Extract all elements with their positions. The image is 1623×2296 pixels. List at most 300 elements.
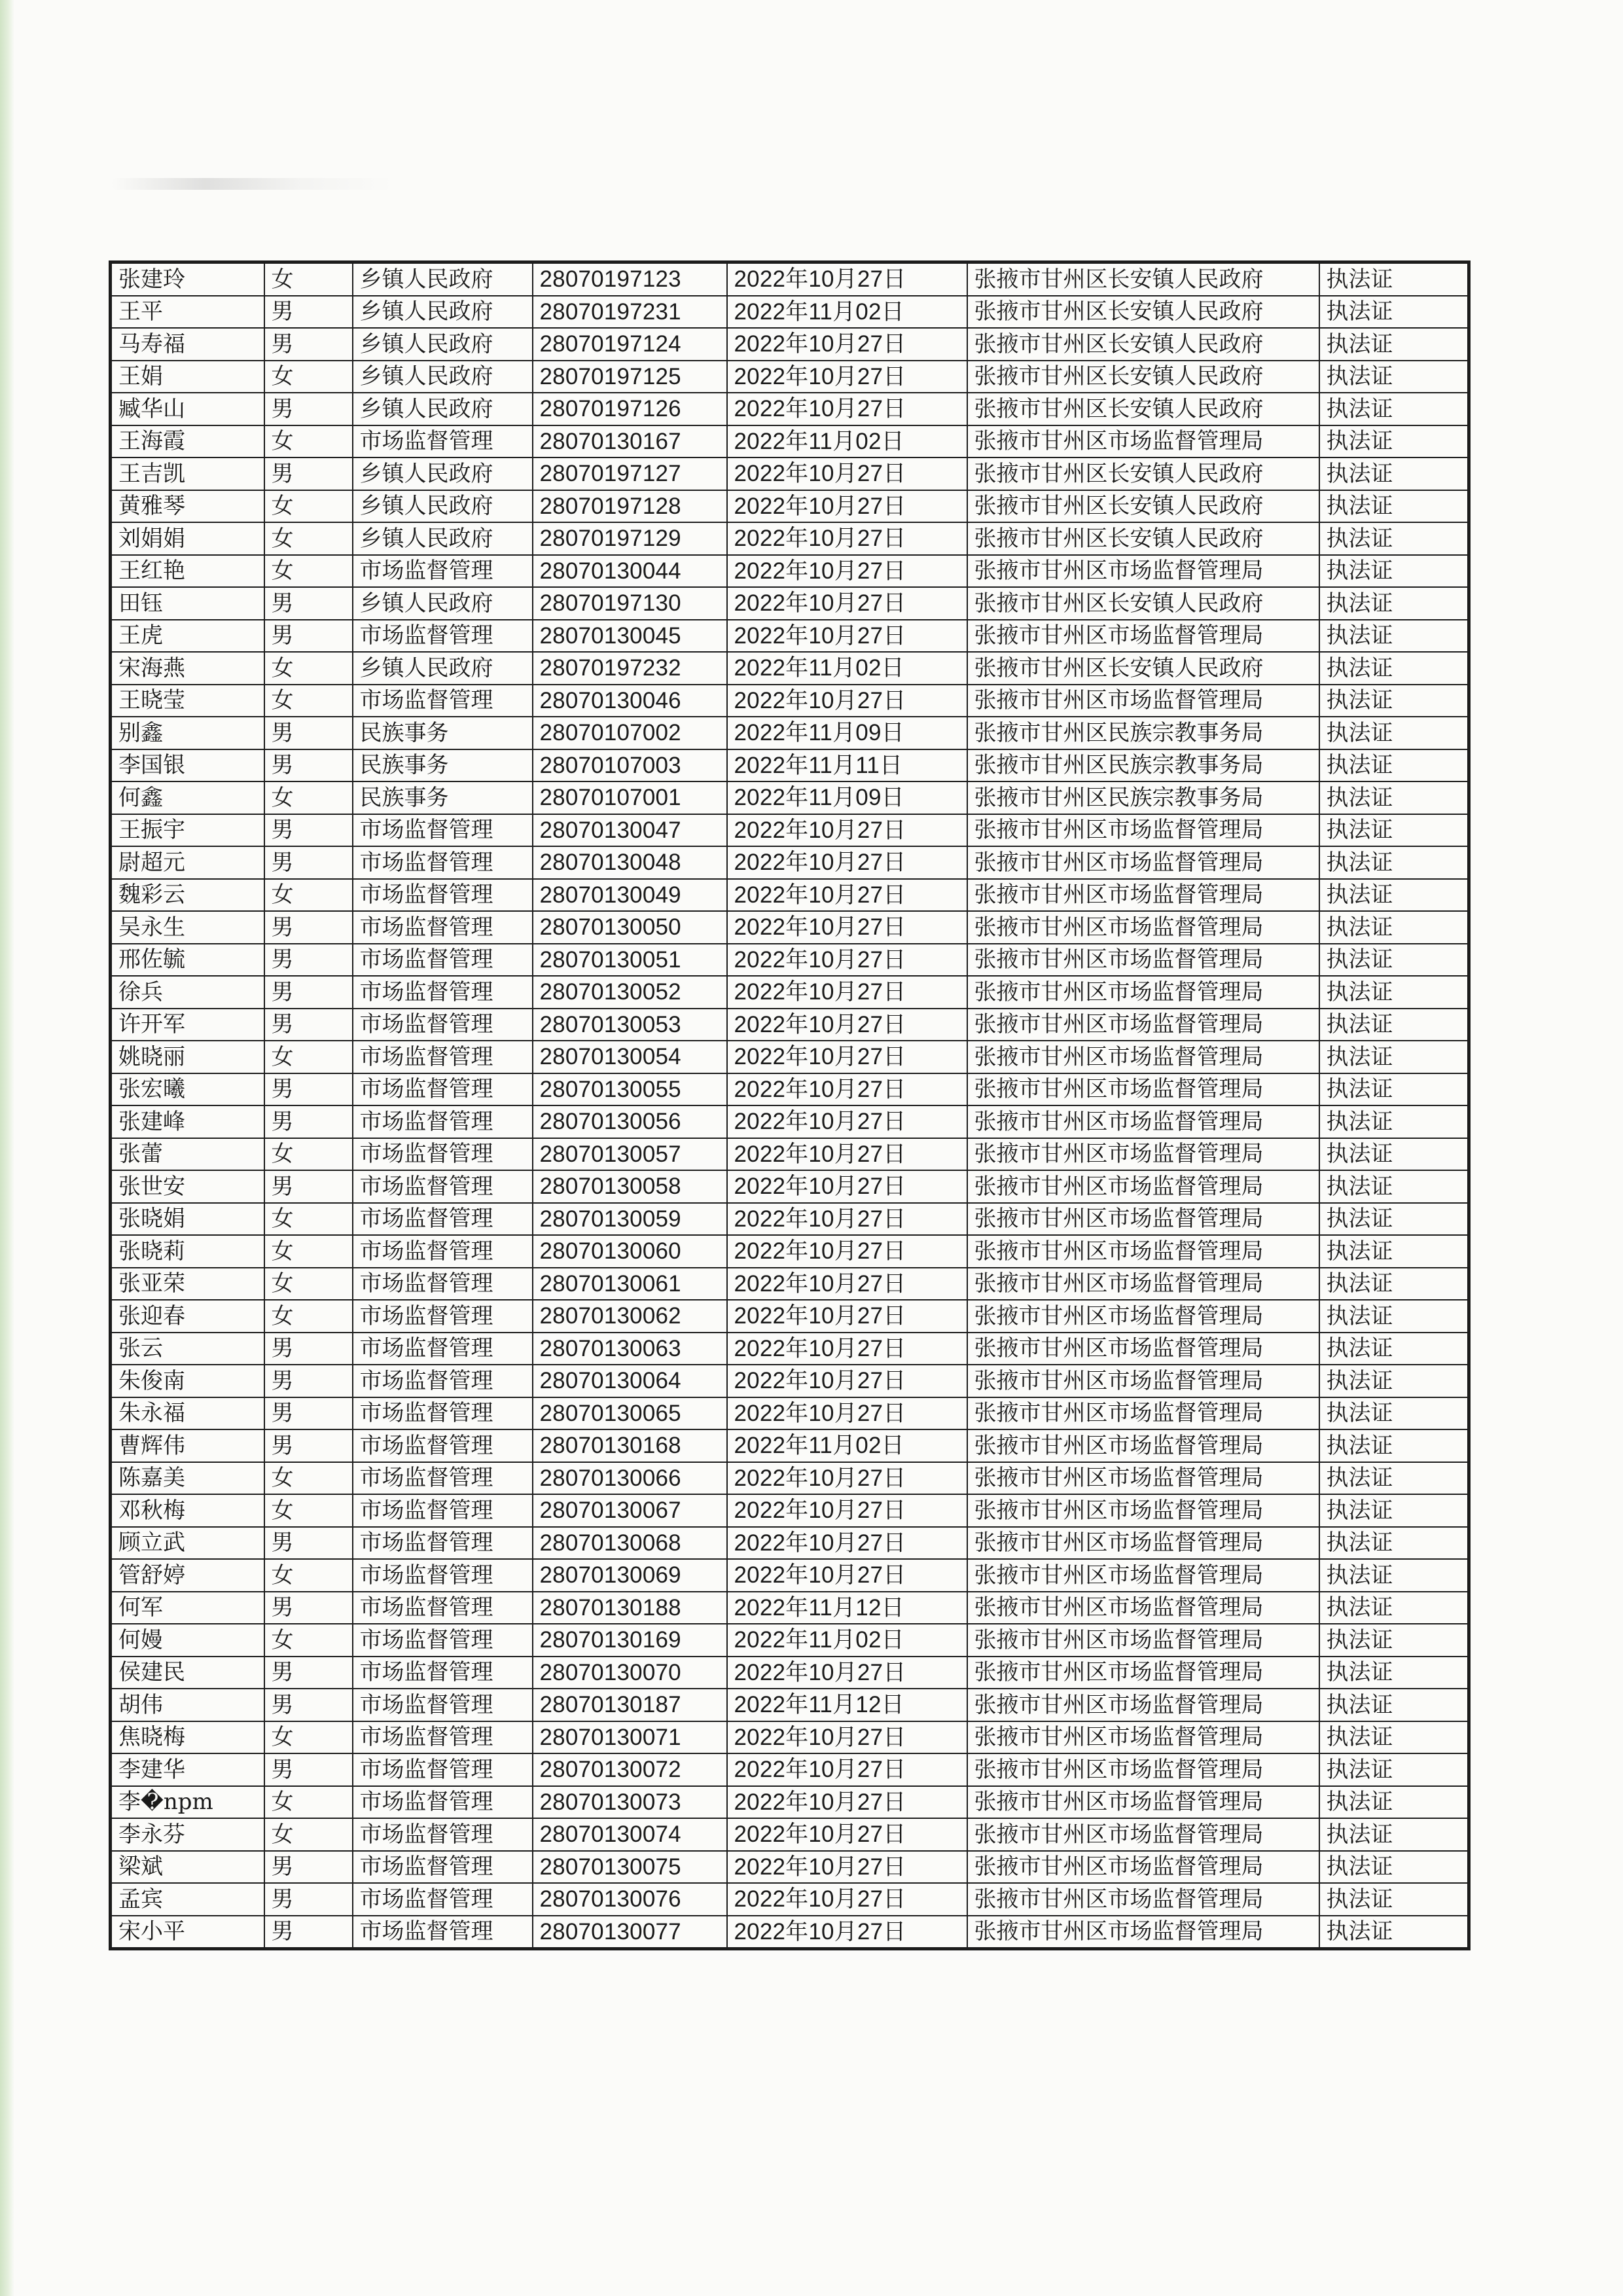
- gender-cell: 男: [264, 620, 353, 653]
- name-cell: 张晓娟: [111, 1203, 264, 1236]
- gender-cell: 男: [264, 328, 353, 361]
- certificate-type-cell: 执法证: [1319, 1786, 1469, 1819]
- organization-cell: 张掖市甘州区市场监督管理局: [967, 846, 1319, 879]
- table-row: [111, 620, 1469, 653]
- certificate-type-cell: 执法证: [1319, 1592, 1469, 1624]
- field-cell: 市场监督管理: [353, 1753, 533, 1786]
- certificate-type-cell: 执法证: [1319, 1138, 1469, 1171]
- name-cell: 黄雅琴: [111, 490, 264, 523]
- name-cell: 张亚荣: [111, 1268, 264, 1300]
- issue-date-cell: 2022年10月27日: [727, 1527, 967, 1560]
- certificate-type-cell: 执法证: [1319, 1365, 1469, 1397]
- name-cell: 刘娟娟: [111, 522, 264, 555]
- certificate-type-cell: 执法证: [1319, 1559, 1469, 1592]
- organization-cell: 张掖市甘州区市场监督管理局: [967, 1527, 1319, 1560]
- field-cell: 市场监督管理: [353, 1721, 533, 1754]
- gender-cell: 女: [264, 522, 353, 555]
- certificate-type-cell: 执法证: [1319, 262, 1469, 296]
- issue-date-cell: 2022年10月27日: [727, 1268, 967, 1300]
- name-cell: 张蕾: [111, 1138, 264, 1171]
- table-row: [111, 1009, 1469, 1041]
- issue-date-cell: 2022年10月27日: [727, 1721, 967, 1754]
- certificate-number-cell: 28070197127: [533, 457, 727, 490]
- name-cell: 吴永生: [111, 911, 264, 944]
- issue-date-cell: 2022年10月27日: [727, 328, 967, 361]
- organization-cell: 张掖市甘州区市场监督管理局: [967, 1105, 1319, 1138]
- table-row: [111, 944, 1469, 977]
- certificate-number-cell: 28070130044: [533, 555, 727, 588]
- organization-cell: 张掖市甘州区长安镇人民政府: [967, 490, 1319, 523]
- organization-cell: 张掖市甘州区市场监督管理局: [967, 1624, 1319, 1657]
- gender-cell: 男: [264, 1592, 353, 1624]
- issue-date-cell: 2022年10月27日: [727, 522, 967, 555]
- certificate-number-cell: 28070130067: [533, 1494, 727, 1527]
- certificate-number-cell: 28070130167: [533, 425, 727, 458]
- organization-cell: 张掖市甘州区市场监督管理局: [967, 911, 1319, 944]
- gender-cell: 女: [264, 879, 353, 912]
- table-row: [111, 1268, 1469, 1300]
- field-cell: 市场监督管理: [353, 1462, 533, 1495]
- field-cell: 市场监督管理: [353, 620, 533, 653]
- certificate-type-cell: 执法证: [1319, 328, 1469, 361]
- organization-cell: 张掖市甘州区民族宗教事务局: [967, 781, 1319, 814]
- scan-edge-strip: [0, 0, 14, 2296]
- certificate-type-cell: 执法证: [1319, 620, 1469, 653]
- gender-cell: 女: [264, 1138, 353, 1171]
- gender-cell: 女: [264, 1203, 353, 1236]
- certificate-number-cell: 28070197125: [533, 361, 727, 393]
- issue-date-cell: 2022年10月27日: [727, 1753, 967, 1786]
- certificate-type-cell: 执法证: [1319, 814, 1469, 847]
- table-row: [111, 522, 1469, 555]
- gender-cell: 男: [264, 846, 353, 879]
- certificate-number-cell: 28070197128: [533, 490, 727, 523]
- organization-cell: 张掖市甘州区市场监督管理局: [967, 1235, 1319, 1268]
- issue-date-cell: 2022年10月27日: [727, 1657, 967, 1689]
- issue-date-cell: 2022年10月27日: [727, 814, 967, 847]
- table-row: [111, 1721, 1469, 1754]
- organization-cell: 张掖市甘州区市场监督管理局: [967, 555, 1319, 588]
- organization-cell: 张掖市甘州区长安镇人民政府: [967, 262, 1319, 296]
- table-row: [111, 1916, 1469, 1949]
- issue-date-cell: 2022年10月27日: [727, 1365, 967, 1397]
- field-cell: 市场监督管理: [353, 1333, 533, 1365]
- certificate-type-cell: 执法证: [1319, 1009, 1469, 1041]
- table-row: [111, 652, 1469, 685]
- table-row: [111, 1300, 1469, 1333]
- name-cell: 姚晓丽: [111, 1041, 264, 1073]
- gender-cell: 男: [264, 717, 353, 749]
- issue-date-cell: 2022年10月27日: [727, 457, 967, 490]
- gender-cell: 女: [264, 490, 353, 523]
- gender-cell: 女: [264, 1041, 353, 1073]
- certificate-type-cell: 执法证: [1319, 425, 1469, 458]
- organization-cell: 张掖市甘州区市场监督管理局: [967, 1592, 1319, 1624]
- table-row: [111, 1365, 1469, 1397]
- table-row: [111, 1397, 1469, 1430]
- field-cell: 市场监督管理: [353, 1235, 533, 1268]
- gender-cell: 女: [264, 1721, 353, 1754]
- field-cell: 乡镇人民政府: [353, 328, 533, 361]
- field-cell: 市场监督管理: [353, 1592, 533, 1624]
- certificate-number-cell: 28070130075: [533, 1851, 727, 1884]
- organization-cell: 张掖市甘州区市场监督管理局: [967, 814, 1319, 847]
- organization-cell: 张掖市甘州区市场监督管理局: [967, 1333, 1319, 1365]
- issue-date-cell: 2022年11月02日: [727, 652, 967, 685]
- scan-smudge: [111, 178, 393, 190]
- certificate-number-cell: 28070130061: [533, 1268, 727, 1300]
- certificate-number-cell: 28070197231: [533, 296, 727, 329]
- issue-date-cell: 2022年10月27日: [727, 1494, 967, 1527]
- name-cell: 梁斌: [111, 1851, 264, 1884]
- gender-cell: 男: [264, 1657, 353, 1689]
- name-cell: 焦晓梅: [111, 1721, 264, 1754]
- certificate-number-cell: 28070130058: [533, 1170, 727, 1203]
- name-cell: 张建玲: [111, 262, 264, 296]
- certificate-number-cell: 28070130051: [533, 944, 727, 977]
- name-cell: 李永芬: [111, 1818, 264, 1851]
- certificate-number-cell: 28070197129: [533, 522, 727, 555]
- name-cell: 王红艳: [111, 555, 264, 588]
- certificate-number-cell: 28070130169: [533, 1624, 727, 1657]
- issue-date-cell: 2022年10月27日: [727, 393, 967, 425]
- certificate-number-cell: 28070130050: [533, 911, 727, 944]
- field-cell: 乡镇人民政府: [353, 522, 533, 555]
- issue-date-cell: 2022年11月02日: [727, 1624, 967, 1657]
- table-row: [111, 749, 1469, 782]
- organization-cell: 张掖市甘州区市场监督管理局: [967, 1721, 1319, 1754]
- name-cell: 邓秋梅: [111, 1494, 264, 1527]
- organization-cell: 张掖市甘州区市场监督管理局: [967, 976, 1319, 1009]
- organization-cell: 张掖市甘州区长安镇人民政府: [967, 328, 1319, 361]
- name-cell: 李建华: [111, 1753, 264, 1786]
- name-cell: 张世安: [111, 1170, 264, 1203]
- gender-cell: 女: [264, 652, 353, 685]
- name-cell: 李国银: [111, 749, 264, 782]
- table-row: [111, 490, 1469, 523]
- field-cell: 市场监督管理: [353, 1041, 533, 1073]
- organization-cell: 张掖市甘州区市场监督管理局: [967, 1657, 1319, 1689]
- organization-cell: 张掖市甘州区市场监督管理局: [967, 425, 1319, 458]
- certificate-type-cell: 执法证: [1319, 1300, 1469, 1333]
- certificate-number-cell: 28070130049: [533, 879, 727, 912]
- certificate-number-cell: 28070130060: [533, 1235, 727, 1268]
- issue-date-cell: 2022年10月27日: [727, 1170, 967, 1203]
- certificate-number-cell: 28070197232: [533, 652, 727, 685]
- field-cell: 市场监督管理: [353, 1851, 533, 1884]
- table-row: [111, 1786, 1469, 1819]
- certificate-type-cell: 执法证: [1319, 393, 1469, 425]
- organization-cell: 张掖市甘州区市场监督管理局: [967, 1883, 1319, 1916]
- name-cell: 许开军: [111, 1009, 264, 1041]
- gender-cell: 男: [264, 1916, 353, 1949]
- name-cell: 王晓莹: [111, 685, 264, 717]
- gender-cell: 女: [264, 262, 353, 296]
- gender-cell: 男: [264, 1527, 353, 1560]
- table-row: [111, 328, 1469, 361]
- certificate-type-cell: 执法证: [1319, 1916, 1469, 1949]
- field-cell: 乡镇人民政府: [353, 490, 533, 523]
- name-cell: 张晓莉: [111, 1235, 264, 1268]
- certificate-type-cell: 执法证: [1319, 1235, 1469, 1268]
- issue-date-cell: 2022年10月27日: [727, 911, 967, 944]
- certificate-type-cell: 执法证: [1319, 1624, 1469, 1657]
- certificate-type-cell: 执法证: [1319, 1203, 1469, 1236]
- gender-cell: 男: [264, 1753, 353, 1786]
- name-cell: 魏彩云: [111, 879, 264, 912]
- field-cell: 市场监督管理: [353, 1527, 533, 1560]
- certificate-type-cell: 执法证: [1319, 1527, 1469, 1560]
- table-row: [111, 361, 1469, 393]
- field-cell: 市场监督管理: [353, 1105, 533, 1138]
- gender-cell: 女: [264, 1494, 353, 1527]
- organization-cell: 张掖市甘州区长安镇人民政府: [967, 522, 1319, 555]
- gender-cell: 女: [264, 1786, 353, 1819]
- table-row: [111, 425, 1469, 458]
- certificate-number-cell: 28070107002: [533, 717, 727, 749]
- table-row: [111, 457, 1469, 490]
- certificate-number-cell: 28070130057: [533, 1138, 727, 1171]
- table-row: [111, 1105, 1469, 1138]
- issue-date-cell: 2022年10月27日: [727, 361, 967, 393]
- gender-cell: 女: [264, 685, 353, 717]
- field-cell: 市场监督管理: [353, 879, 533, 912]
- gender-cell: 男: [264, 814, 353, 847]
- gender-cell: 男: [264, 1429, 353, 1462]
- issue-date-cell: 2022年10月27日: [727, 846, 967, 879]
- table-row: [111, 555, 1469, 588]
- organization-cell: 张掖市甘州区市场监督管理局: [967, 1786, 1319, 1819]
- table-row: [111, 1429, 1469, 1462]
- certificate-type-cell: 执法证: [1319, 846, 1469, 879]
- field-cell: 市场监督管理: [353, 976, 533, 1009]
- name-cell: 王平: [111, 296, 264, 329]
- issue-date-cell: 2022年10月27日: [727, 1818, 967, 1851]
- name-cell: 朱永福: [111, 1397, 264, 1430]
- certificate-number-cell: 28070107003: [533, 749, 727, 782]
- field-cell: 市场监督管理: [353, 944, 533, 977]
- gender-cell: 男: [264, 911, 353, 944]
- certificate-number-cell: 28070130062: [533, 1300, 727, 1333]
- certificate-type-cell: 执法证: [1319, 555, 1469, 588]
- gender-cell: 男: [264, 457, 353, 490]
- issue-date-cell: 2022年10月27日: [727, 1203, 967, 1236]
- name-cell: 王振宇: [111, 814, 264, 847]
- name-cell: 孟宾: [111, 1883, 264, 1916]
- name-cell: 王海霞: [111, 425, 264, 458]
- field-cell: 市场监督管理: [353, 1268, 533, 1300]
- certificate-number-cell: 28070130052: [533, 976, 727, 1009]
- gender-cell: 男: [264, 296, 353, 329]
- certificate-number-cell: 28070130054: [533, 1041, 727, 1073]
- organization-cell: 张掖市甘州区市场监督管理局: [967, 1818, 1319, 1851]
- gender-cell: 女: [264, 555, 353, 588]
- table-row: [111, 1851, 1469, 1884]
- gender-cell: 男: [264, 1397, 353, 1430]
- issue-date-cell: 2022年11月02日: [727, 296, 967, 329]
- issue-date-cell: 2022年11月12日: [727, 1592, 967, 1624]
- field-cell: 市场监督管理: [353, 425, 533, 458]
- table-row: [111, 717, 1469, 749]
- gender-cell: 女: [264, 1462, 353, 1495]
- organization-cell: 张掖市甘州区市场监督管理局: [967, 1203, 1319, 1236]
- certificate-type-cell: 执法证: [1319, 652, 1469, 685]
- certificate-number-cell: 28070130047: [533, 814, 727, 847]
- field-cell: 市场监督管理: [353, 1559, 533, 1592]
- name-cell: 何嫚: [111, 1624, 264, 1657]
- organization-cell: 张掖市甘州区长安镇人民政府: [967, 457, 1319, 490]
- issue-date-cell: 2022年10月27日: [727, 1235, 967, 1268]
- certificate-number-cell: 28070130056: [533, 1105, 727, 1138]
- organization-cell: 张掖市甘州区市场监督管理局: [967, 944, 1319, 977]
- field-cell: 市场监督管理: [353, 1494, 533, 1527]
- issue-date-cell: 2022年11月02日: [727, 425, 967, 458]
- certificate-number-cell: 28070130059: [533, 1203, 727, 1236]
- certificate-number-cell: 28070130063: [533, 1333, 727, 1365]
- certificate-type-cell: 执法证: [1319, 1818, 1469, 1851]
- organization-cell: 张掖市甘州区市场监督管理局: [967, 1851, 1319, 1884]
- certificate-type-cell: 执法证: [1319, 490, 1469, 523]
- table-row: [111, 587, 1469, 620]
- personnel-table: [109, 260, 1471, 1950]
- gender-cell: 男: [264, 1689, 353, 1721]
- issue-date-cell: 2022年10月27日: [727, 944, 967, 977]
- certificate-number-cell: 28070130069: [533, 1559, 727, 1592]
- field-cell: 市场监督管理: [353, 846, 533, 879]
- table-row: [111, 1592, 1469, 1624]
- name-cell: 宋海燕: [111, 652, 264, 685]
- organization-cell: 张掖市甘州区民族宗教事务局: [967, 749, 1319, 782]
- certificate-number-cell: 28070197124: [533, 328, 727, 361]
- table-row: [111, 1527, 1469, 1560]
- certificate-type-cell: 执法证: [1319, 1041, 1469, 1073]
- certificate-number-cell: 28070130046: [533, 685, 727, 717]
- certificate-type-cell: 执法证: [1319, 1268, 1469, 1300]
- gender-cell: 男: [264, 1170, 353, 1203]
- name-cell: 李�npm: [111, 1786, 264, 1819]
- certificate-number-cell: 28070130072: [533, 1753, 727, 1786]
- table-row: [111, 1041, 1469, 1073]
- organization-cell: 张掖市甘州区长安镇人民政府: [967, 296, 1319, 329]
- certificate-type-cell: 执法证: [1319, 1883, 1469, 1916]
- field-cell: 民族事务: [353, 717, 533, 749]
- certificate-type-cell: 执法证: [1319, 1462, 1469, 1495]
- certificate-number-cell: 28070197130: [533, 587, 727, 620]
- certificate-type-cell: 执法证: [1319, 1753, 1469, 1786]
- table-row: [111, 1559, 1469, 1592]
- organization-cell: 张掖市甘州区市场监督管理局: [967, 1138, 1319, 1171]
- organization-cell: 张掖市甘州区市场监督管理局: [967, 1429, 1319, 1462]
- gender-cell: 女: [264, 1300, 353, 1333]
- certificate-type-cell: 执法证: [1319, 1657, 1469, 1689]
- certificate-number-cell: 28070130073: [533, 1786, 727, 1819]
- issue-date-cell: 2022年10月27日: [727, 1916, 967, 1949]
- certificate-number-cell: 28070130187: [533, 1689, 727, 1721]
- table-row: [111, 1138, 1469, 1171]
- issue-date-cell: 2022年10月27日: [727, 685, 967, 717]
- issue-date-cell: 2022年10月27日: [727, 1073, 967, 1106]
- organization-cell: 张掖市甘州区长安镇人民政府: [967, 361, 1319, 393]
- issue-date-cell: 2022年10月27日: [727, 1009, 967, 1041]
- gender-cell: 女: [264, 425, 353, 458]
- certificate-number-cell: 28070197126: [533, 393, 727, 425]
- table-row: [111, 1333, 1469, 1365]
- name-cell: 王吉凯: [111, 457, 264, 490]
- field-cell: 市场监督管理: [353, 1300, 533, 1333]
- organization-cell: 张掖市甘州区市场监督管理局: [967, 1559, 1319, 1592]
- table-row: [111, 262, 1469, 296]
- certificate-number-cell: 28070107001: [533, 781, 727, 814]
- table-row: [111, 1883, 1469, 1916]
- organization-cell: 张掖市甘州区市场监督管理局: [967, 1009, 1319, 1041]
- gender-cell: 男: [264, 1105, 353, 1138]
- name-cell: 臧华山: [111, 393, 264, 425]
- organization-cell: 张掖市甘州区市场监督管理局: [967, 1494, 1319, 1527]
- gender-cell: 男: [264, 1883, 353, 1916]
- gender-cell: 男: [264, 944, 353, 977]
- gender-cell: 女: [264, 361, 353, 393]
- field-cell: 市场监督管理: [353, 1138, 533, 1171]
- certificate-number-cell: 28070130074: [533, 1818, 727, 1851]
- name-cell: 张云: [111, 1333, 264, 1365]
- certificate-type-cell: 执法证: [1319, 976, 1469, 1009]
- table-row: [111, 1753, 1469, 1786]
- organization-cell: 张掖市甘州区长安镇人民政府: [967, 652, 1319, 685]
- organization-cell: 张掖市甘州区市场监督管理局: [967, 1753, 1319, 1786]
- organization-cell: 张掖市甘州区市场监督管理局: [967, 620, 1319, 653]
- gender-cell: 女: [264, 1268, 353, 1300]
- field-cell: 市场监督管理: [353, 1916, 533, 1949]
- issue-date-cell: 2022年10月27日: [727, 1559, 967, 1592]
- certificate-number-cell: 28070130053: [533, 1009, 727, 1041]
- field-cell: 市场监督管理: [353, 1624, 533, 1657]
- table-row: [111, 1235, 1469, 1268]
- table-row: [111, 685, 1469, 717]
- organization-cell: 张掖市甘州区市场监督管理局: [967, 1916, 1319, 1949]
- field-cell: 乡镇人民政府: [353, 587, 533, 620]
- name-cell: 陈嘉美: [111, 1462, 264, 1495]
- issue-date-cell: 2022年10月27日: [727, 620, 967, 653]
- issue-date-cell: 2022年10月27日: [727, 1333, 967, 1365]
- issue-date-cell: 2022年10月27日: [727, 879, 967, 912]
- certificate-type-cell: 执法证: [1319, 1073, 1469, 1106]
- field-cell: 市场监督管理: [353, 1170, 533, 1203]
- certificate-type-cell: 执法证: [1319, 1333, 1469, 1365]
- table-row: [111, 911, 1469, 944]
- certificate-type-cell: 执法证: [1319, 1105, 1469, 1138]
- table-row: [111, 1170, 1469, 1203]
- organization-cell: 张掖市甘州区民族宗教事务局: [967, 717, 1319, 749]
- field-cell: 乡镇人民政府: [353, 652, 533, 685]
- issue-date-cell: 2022年10月27日: [727, 587, 967, 620]
- name-cell: 尉超元: [111, 846, 264, 879]
- field-cell: 市场监督管理: [353, 1883, 533, 1916]
- field-cell: 乡镇人民政府: [353, 393, 533, 425]
- table-row: [111, 781, 1469, 814]
- gender-cell: 男: [264, 749, 353, 782]
- issue-date-cell: 2022年10月27日: [727, 1883, 967, 1916]
- issue-date-cell: 2022年10月27日: [727, 262, 967, 296]
- gender-cell: 男: [264, 587, 353, 620]
- table-row: [111, 1462, 1469, 1495]
- organization-cell: 张掖市甘州区市场监督管理局: [967, 1170, 1319, 1203]
- field-cell: 市场监督管理: [353, 1429, 533, 1462]
- name-cell: 何军: [111, 1592, 264, 1624]
- name-cell: 顾立武: [111, 1527, 264, 1560]
- gender-cell: 女: [264, 1624, 353, 1657]
- field-cell: 市场监督管理: [353, 1365, 533, 1397]
- table-row: [111, 1818, 1469, 1851]
